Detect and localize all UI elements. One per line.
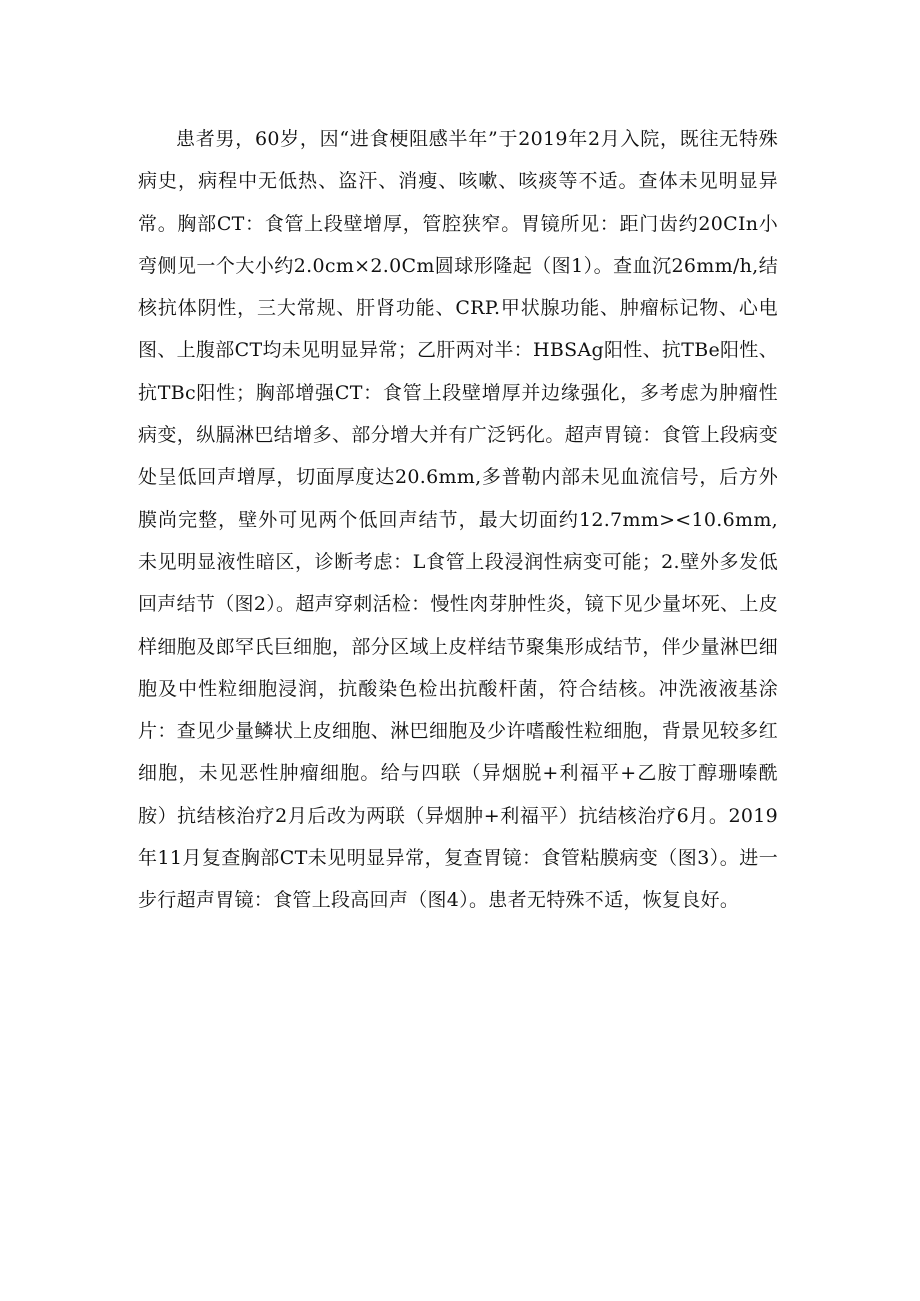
case-report-paragraph: 患者男，60岁，因“进食梗阻感半年”于2019年2月入院，既往无特殊病史，病程中无低热、盗汗、消瘦、咳嗽、咳痰等不适。查体未见明显异常。胸部CT：食管上段壁增厚，管腔狭窄。胃镜所见：距门齿约20CIn小弯侧见一个大小约2.0cm×2.0Cm圆球形隆起（图1）。查血沉26mm/h,结核抗体阴性，三大常规、肝肾功能、CRP.甲状腺功能、肿瘤标记物、心电图、上腹部CT均未见明显异常；乙肝两对半：HBSAg阳性、抗TBe阳性、抗TBc阳性；胸部增强CT：食管上段壁增厚并边缘强化，多考虑为肿瘤性病变，纵膈淋巴结增多、部分增大并有广泛钙化。超声胃镜：食管上段病变处呈低回声增厚，切面厚度达20.6mm,多普勒内部未见血流信号，后方外膜尚完整，壁外可见两个低回声结节，最大切面约12.7mm><10.6mm,未见明显液性暗区，诊断考虑：L食管上段浸润性病变可能；2.壁外多发低回声结节（图2）。超声穿刺活检：慢性肉芽肿性炎，镜下见少量坏死、上皮样细胞及郎罕氏巨细胞，部分区域上皮样结节聚集形成结节，伴少量淋巴细胞及中性粒细胞浸润，抗酸染色检出抗酸杆菌，符合结核。冲洗液液基涂片：查见少量鳞状上皮细胞、淋巴细胞及少许嗜酸性粒细胞，背景见较多红细胞，未见恶性肿瘤细胞。给与四联（异烟脱+利福平+乙胺丁醇珊嗪酰胺）抗结核治疗2月后改为两联（异烟肿+利福平）抗结核治疗6月。2019年11月复查胸部CT未见明显异常，复查胃镜：食管粘膜病变（图3）。进一步行超声胃镜：食管上段高回声（图4）。患者无特殊不适，恢复良好。 <box>138 128 778 912</box>
